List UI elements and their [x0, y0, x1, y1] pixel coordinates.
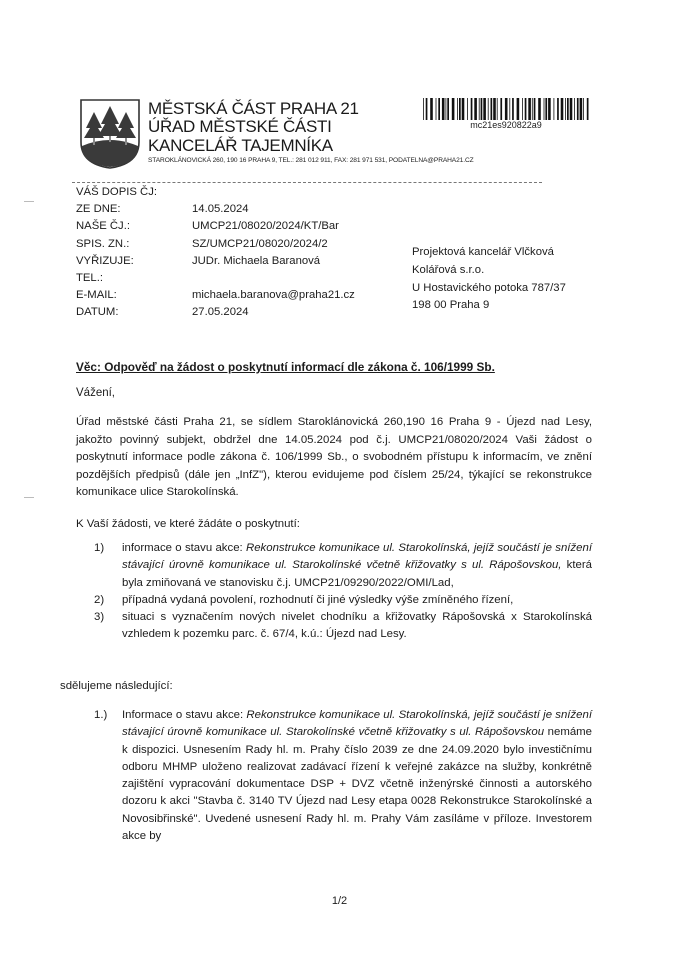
list-text	[122, 609, 592, 644]
recipient-line: Projektová kancelář Vlčková	[412, 246, 554, 258]
list-text-italic: Rekonstrukce komunikace ul. Starokolínská, jejíž součástí je snížení stávající úrovně komunikace ul. Starokolínské včetně křižovatky s ul. Rápošovskou,	[122, 542, 592, 572]
barcode-bar	[452, 98, 455, 120]
list-number: 1)	[94, 542, 105, 554]
reference-row	[76, 201, 355, 218]
barcode-bar	[442, 98, 445, 120]
barcode-bar	[587, 98, 589, 120]
reference-block	[76, 184, 355, 322]
reference-value: UMCP21/08020/2024/KT/Bar	[192, 220, 339, 233]
barcode-bar	[491, 98, 493, 120]
list-text-plain: informace o stavu akce:	[122, 542, 246, 554]
list-item	[94, 707, 592, 845]
reference-label: NAŠE ČJ.:	[76, 220, 130, 233]
reference-value: 14.05.2024	[192, 203, 249, 216]
barcode-bar	[534, 98, 536, 120]
barcode-bar	[474, 98, 477, 120]
reference-value: michaela.baranova@praha21.cz	[192, 289, 355, 302]
barcode-bar	[570, 98, 573, 120]
reference-value: JUDr. Michaela Baranová	[192, 254, 321, 267]
barcode-bar	[497, 98, 498, 120]
list-text-plain: Informace o stavu akce:	[122, 709, 247, 721]
office-address: STAROKLÁNOVICKÁ 260, 190 16 PRAHA 9, TEL.: 281 012 911, FAX: 281 971 531, PODATELNA@PRAHA21.CZ	[148, 157, 474, 164]
list-text-plain: nemáme k dispozici. Usnesením Rady hl. m. Prahy číslo 2039 ze dne 24.09.2020 bylo investičnímu odboru MHMP uloženo realizovat zadávací řízení k veřejné zakázce na služby, konkrétně zajištění vypracování dokumentace DSP + DVZ včetně inženýrské činnosti a autorského dozoru k akci "Stavba č. 3140 TV Újezd nad Lesy etapa 0028 Rekonstrukce Starokolínské a Novosibřinské". Uvedené usnesení Rady hl. m. Prahy Vám zasíláme v příloze. Investorem akce by	[122, 726, 592, 843]
reference-value: SZ/UMCP21/08020/2024/2	[192, 237, 328, 250]
list-item	[94, 609, 592, 644]
barcode-bar	[565, 98, 566, 120]
barcode-bar	[517, 98, 520, 120]
barcode-bar	[500, 98, 502, 120]
reference-row	[76, 236, 355, 253]
list-text-italic: Rekonstrukce komunikace ul. Starokolínská, jejíž součástí je snížení stávající úrovně komunikace ul. Starokolínské včetně křižovatky s ul. Rápošovskou	[122, 709, 592, 739]
barcode-bar	[544, 98, 545, 120]
margin-mark	[24, 497, 34, 498]
reference-label: DATUM:	[76, 306, 119, 319]
request-list	[94, 540, 592, 644]
office-name-line3: KANCELÁŘ TAJEMNÍKA	[148, 136, 333, 155]
barcode-bar	[509, 98, 510, 120]
barcode-bar	[580, 98, 583, 120]
barcode-bar	[512, 98, 514, 120]
intro-paragraph: Úřad městské části Praha 21, se sídlem Staroklánovická 260,190 16 Praha 9 - Újezd nad Lesy, jakožto povinný subjekt, obdržel dne 14.05.2024 pod č.j. UMCP21/08020/2024 Vaši žádost o poskytnutí informace podle zákona č. 106/1999 Sb., o svobodném přístupu k informacím, ve znění pozdějších předpisů (dále jen „InfZ"), kterou evidujeme pod číslem 25/24, týkající se rekonstrukce komunikace ulice Starokolínská.	[76, 416, 592, 498]
barcode-bar	[436, 98, 437, 120]
barcode-bar	[538, 98, 541, 120]
barcode-bar	[528, 98, 531, 120]
header-divider	[72, 182, 542, 183]
barcode-bar	[430, 98, 433, 120]
list-text	[122, 707, 592, 845]
list-text	[122, 540, 592, 592]
recipient-line: 198 00 Praha 9	[412, 299, 490, 312]
barcode-bar	[561, 98, 564, 120]
barcode-bar	[457, 98, 458, 120]
reference-label: SPIS. ZN.:	[76, 237, 130, 250]
request-intro: K Vaší žádosti, ve které žádáte o poskytnutí:	[76, 518, 300, 530]
barcode-bar	[574, 98, 575, 120]
reference-label: VÁŠ DOPIS ČJ:	[76, 186, 157, 198]
list-number: 3)	[94, 611, 105, 624]
subject-line: Věc: Odpověď na žádost o poskytnutí informací dle zákona č. 106/1999 Sb.	[76, 360, 495, 374]
barcode-bar	[505, 98, 508, 120]
list-number: 1.)	[94, 709, 108, 721]
list-text-plain: případná vydaná povolení, rozhodnutí či jiné výsledky výše zmíněného řízení,	[122, 593, 514, 606]
reference-row	[76, 184, 355, 201]
page-number: 1/2	[331, 895, 348, 907]
barcode-bar	[481, 98, 483, 120]
reference-label: E-MAIL:	[76, 289, 117, 302]
barcode-bar	[426, 98, 428, 120]
recipient-line: U Hostavického potoka 787/37	[412, 281, 566, 294]
list-text-plain: situaci s vyznačením nových nivelet chodníku a křižovatky Rápošovská x Starokolínská vzhledem k pozemku parc. č. 67/4, k.ú.: Újezd nad Lesy.	[122, 611, 592, 641]
barcode-bar	[467, 98, 468, 120]
office-name-line2: ÚŘAD MĚSTSKÉ ČÁSTI	[148, 117, 332, 136]
barcode-bar	[462, 98, 465, 120]
answer-list	[94, 707, 592, 845]
list-text	[122, 592, 592, 609]
barcode-bar	[493, 98, 496, 120]
reference-label: TEL.:	[76, 271, 103, 284]
reference-label: ZE DNE:	[76, 203, 121, 216]
barcode-bar	[548, 98, 551, 120]
recipient-line: Kolářová s.r.o.	[412, 263, 485, 276]
barcode-bar	[423, 98, 424, 120]
list-number: 2)	[94, 593, 105, 606]
reference-row	[76, 253, 355, 270]
reference-row	[76, 218, 355, 235]
answer-intro: sdělujeme následující:	[60, 680, 173, 692]
reference-row	[76, 304, 355, 321]
barcode-bar	[479, 98, 480, 120]
barcode-bar	[488, 98, 489, 120]
salutation: Vážení,	[76, 387, 115, 399]
reference-row	[76, 270, 355, 287]
barcode-bar	[583, 98, 584, 120]
barcode-bar	[554, 98, 555, 120]
barcode-text: mc21es920822a9	[470, 120, 542, 130]
list-text-plain: která byla zmiňovaná ve stanovisku č.j. UMCP21/09290/2022/OMI/Lad,	[122, 559, 592, 589]
barcode-bar	[567, 98, 569, 120]
office-name-line1: MĚSTSKÁ ČÁST PRAHA 21	[148, 99, 359, 118]
reference-value: 27.05.2024	[192, 306, 249, 319]
barcode-bar	[532, 98, 533, 120]
barcode-bar	[522, 98, 523, 120]
barcode-bar	[446, 98, 447, 120]
margin-mark	[24, 201, 34, 202]
barcode-bar	[447, 98, 449, 120]
list-item	[94, 592, 592, 609]
barcode-bar	[483, 98, 486, 120]
barcode-bar	[525, 98, 527, 120]
barcode-bar	[545, 98, 547, 120]
barcode-bar	[438, 98, 440, 120]
barcode-bar	[471, 98, 473, 120]
coat-of-arms-trees-icon	[79, 98, 141, 170]
barcode-bar	[557, 98, 559, 120]
reference-label: VYŘIZUJE:	[76, 254, 134, 267]
reference-row	[76, 287, 355, 304]
barcode-bar	[577, 98, 579, 120]
barcode-icon	[421, 98, 591, 120]
list-item	[94, 540, 592, 592]
recipient-address	[412, 244, 566, 315]
barcode-bar	[459, 98, 461, 120]
